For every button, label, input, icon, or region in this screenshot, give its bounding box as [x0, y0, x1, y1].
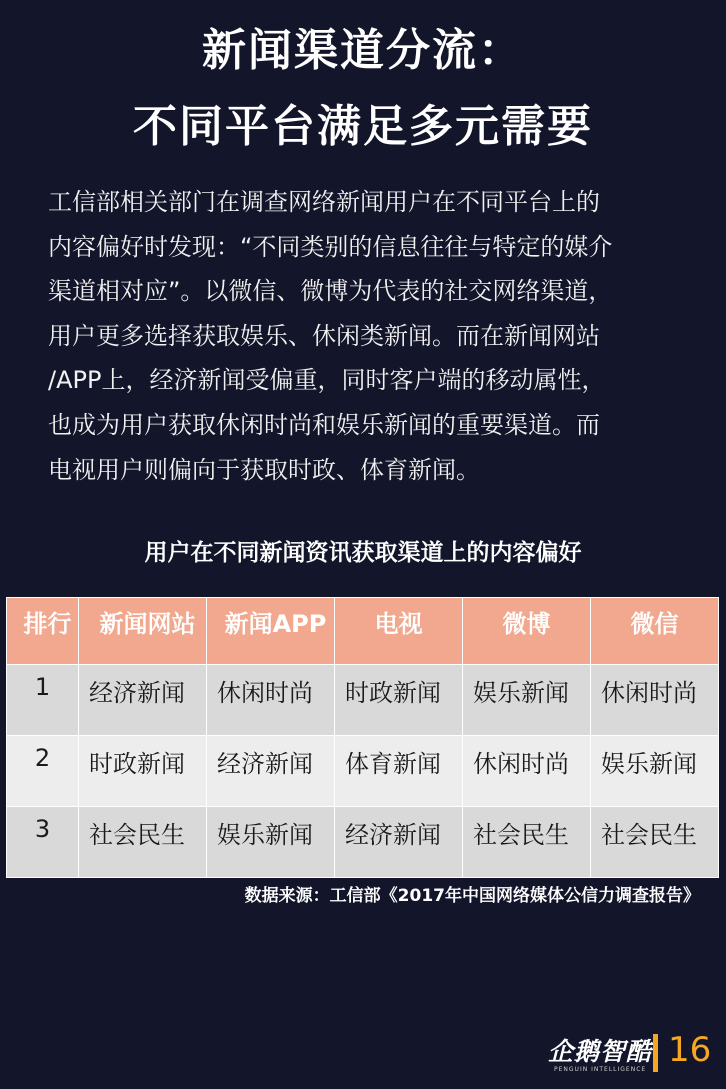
- intro-line: 电视用户则偏向于获取时政、体育新闻。: [48, 455, 480, 484]
- brand-logo: 企鹅智酷: [548, 1037, 653, 1066]
- data-source-note: 数据来源：工信部《2017年中国网络媒体公信力调查报告》: [244, 886, 700, 906]
- table-cell: 娱乐新闻: [207, 807, 335, 878]
- intro-line: 用户更多选择获取娱乐、休闲类新闻。而在新闻网站: [48, 321, 600, 350]
- brand-logo-subtitle: PENGUIN INTELLIGENCE: [554, 1066, 647, 1073]
- rank-cell: 3: [7, 807, 79, 878]
- table-cell: 休闲时尚: [207, 665, 335, 736]
- rank-cell: 2: [7, 736, 79, 807]
- intro-paragraph: [48, 180, 688, 492]
- table-cell: 经济新闻: [335, 807, 463, 878]
- table-title: 用户在不同新闻资讯获取渠道上的内容偏好: [144, 540, 582, 566]
- table-cell: 体育新闻: [335, 736, 463, 807]
- table-cell: 时政新闻: [335, 665, 463, 736]
- footer-branding: [548, 1028, 718, 1078]
- intro-line: 渠道相对应”。以微信、微博为代表的社交网络渠道，: [48, 277, 613, 306]
- header-cell-weibo: 微博: [463, 598, 591, 665]
- table-header-row: [7, 598, 719, 665]
- table-cell: 经济新闻: [207, 736, 335, 807]
- header-cell-wechat: 微信: [591, 598, 719, 665]
- header-cell-news-app: 新闻APP: [207, 598, 335, 665]
- page-title-line-2: 不同平台满足多元需要: [133, 101, 593, 152]
- table-cell: 社会民生: [79, 807, 207, 878]
- table-cell: 休闲时尚: [463, 736, 591, 807]
- header-cell-tv: 电视: [335, 598, 463, 665]
- header-cell-rank: 排行: [7, 598, 79, 665]
- table-row: [7, 665, 719, 736]
- table-cell: 娱乐新闻: [591, 736, 719, 807]
- intro-line: 内容偏好时发现：“不同类别的信息往往与特定的媒介: [48, 232, 613, 261]
- intro-line: 工信部相关部门在调查网络新闻用户在不同平台上的: [48, 188, 600, 216]
- table-cell: 休闲时尚: [591, 665, 719, 736]
- table-cell: 经济新闻: [79, 665, 207, 736]
- table-row: [7, 807, 719, 878]
- page-title-line-1: 新闻渠道分流：: [202, 25, 524, 76]
- table-cell: 社会民生: [463, 807, 591, 878]
- header-cell-news-site: 新闻网站: [79, 598, 207, 665]
- page-number: 16: [668, 1030, 712, 1070]
- page-number-divider: [653, 1034, 658, 1072]
- table-row: [7, 736, 719, 807]
- table-cell: 社会民生: [591, 807, 719, 878]
- intro-line: /APP上，经济新闻受偏重，同时客户端的移动属性，: [48, 366, 606, 395]
- table-cell: 时政新闻: [79, 736, 207, 807]
- table-cell: 娱乐新闻: [463, 665, 591, 736]
- rank-cell: 1: [7, 665, 79, 736]
- preference-table: [6, 597, 719, 878]
- intro-line: 也成为用户获取休闲时尚和娱乐新闻的重要渠道。而: [48, 410, 600, 439]
